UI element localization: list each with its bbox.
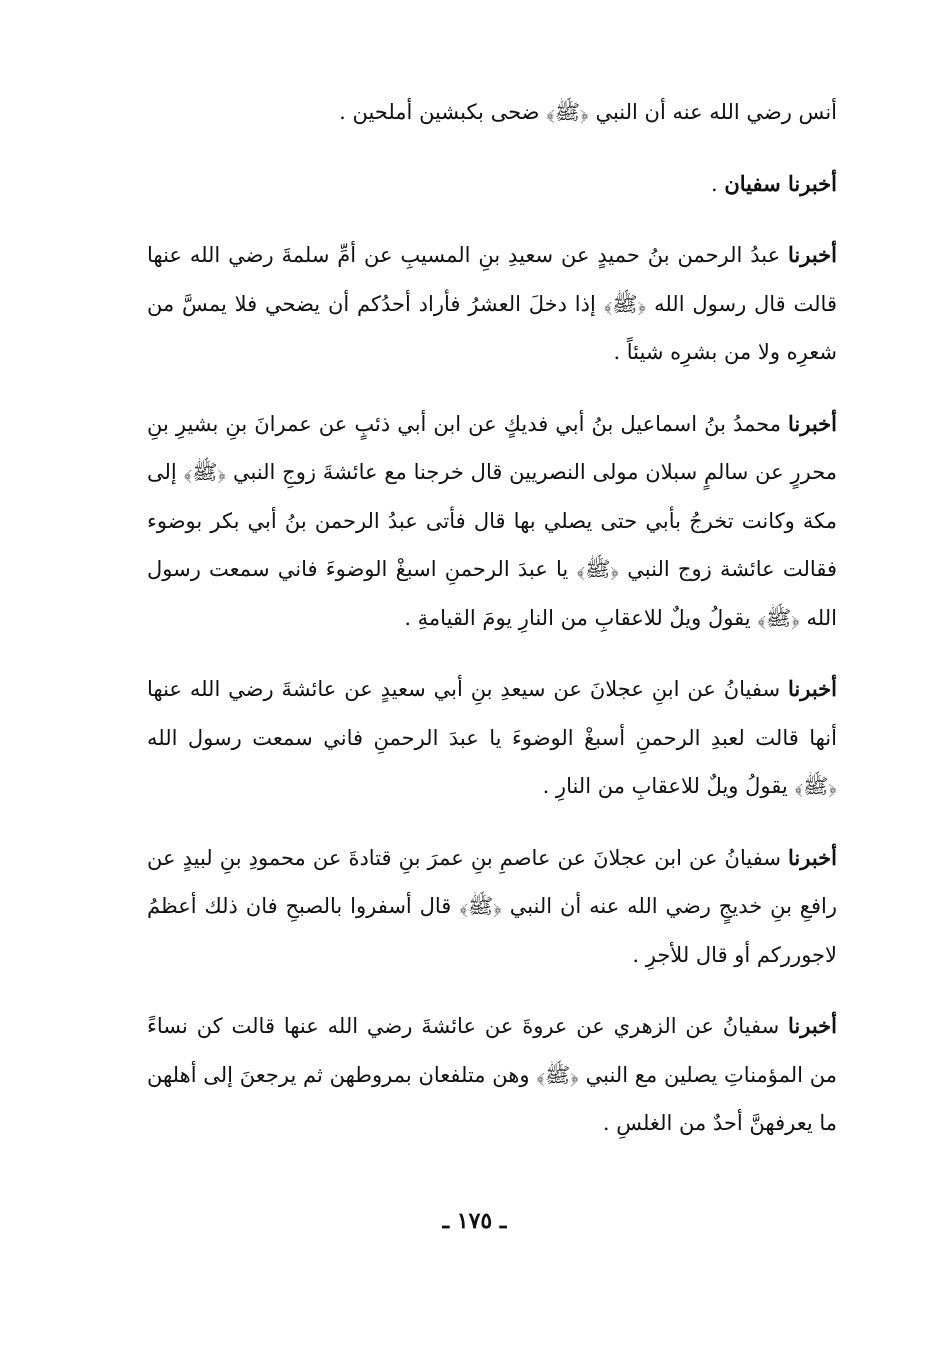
paragraph-4 (147, 400, 837, 643)
paragraph-lead: أخبرنا (788, 410, 837, 436)
paragraph-text: أنس رضي الله عنه أن النبي ﴿ﷺ﴾ ضحى بكبشين أملحين . (339, 100, 837, 124)
page-number: ـ ١٧٥ ـ (442, 1208, 507, 1234)
page-body (147, 88, 837, 1171)
paragraph-7 (147, 1002, 837, 1148)
paragraph-3 (147, 231, 837, 377)
paragraph-2 (147, 160, 837, 209)
paragraph-text: محمدُ بنُ اسماعيل بنُ أبي فديكٍ عن ابن أبي ذئبٍ عن عمرانَ بنِ بشيرِ بنِ محررٍ عن سالمٍ سبلان مولى النصريين قال خرجنا مع عائشةَ زوجِ النبي ﴿ﷺ﴾ إلى مكة وكانت تخرجُ بأبي حتى يصلي بها قال فأتى عبدُ الرحمن بنُ أبي بكر بوضوء فقالت عائشة زوج النبي ﴿ﷺ﴾ يا عبدَ الرحمنِ اسبغْ الوضوءَ فاني سمعت رسول الله ﴿ﷺ﴾ يقولُ ويلٌ للاعقابِ من النارِ يومَ القيامةِ . (147, 411, 837, 630)
paragraph-1 (147, 88, 837, 137)
paragraph-text: سفيانُ عن ابن عجلانَ عن عاصمِ بنِ عمرَ بنِ قتادةَ عن محمودِ بنِ لبيدٍ عن رافعِ بنِ خديجٍ رضي الله عنه أن النبي ﴿ﷺ﴾ قال أسفروا بالصبحِ فان ذلك أعظمُ لاجورركم أو قال للأجرِ . (147, 845, 837, 967)
paragraph-lead: أخبرنا (788, 1013, 837, 1038)
paragraph-text: سفيانُ عن ابنِ عجلانَ عن سيعدِ بنِ أبي سعيدٍ عن عائشةَ رضي الله عنها أنها قالت لعبدِ الرحمنِ أسبغْ الوضوءَ يا عبدَ الرحمنِ فاني سمعت رسول الله ﴿ﷺ﴾ يقولُ ويلٌ للاعقابِ من النارِ . (147, 677, 837, 798)
paragraph-lead: أخبرنا (788, 844, 837, 870)
paragraph-lead: أخبرنا سفيان (724, 170, 837, 196)
paragraph-5 (147, 665, 837, 811)
paragraph-text: عبدُ الرحمن بنُ حميدٍ عن سعيدِ بنِ المسيبِ عن أمِّ سلمةَ رضي الله عنها قالت قال رسول الله ﴿ﷺ﴾ إذا دخلَ العشرُ فأراد أحدُكم أن يضحي فلا يمسَّ من شعرِه ولا من بشرِه شيئاً . (147, 243, 837, 364)
paragraph-lead: أخبرنا (788, 242, 837, 267)
paragraph-text: سفيانُ عن الزهري عن عروةَ عن عائشةَ رضي الله عنها قالت كن نساءً من المؤمناتِ يصلين مع النبي ﴿ﷺ﴾ وهن متلفعان بمروطهن ثم يرجعنَ إلى أهلهن ما يعرفهنَّ أحدٌ من الغلسِ . (147, 1014, 837, 1135)
paragraph-lead: أخبرنا (788, 676, 837, 701)
paragraph-text: . (710, 171, 725, 196)
paragraph-6 (147, 834, 837, 980)
